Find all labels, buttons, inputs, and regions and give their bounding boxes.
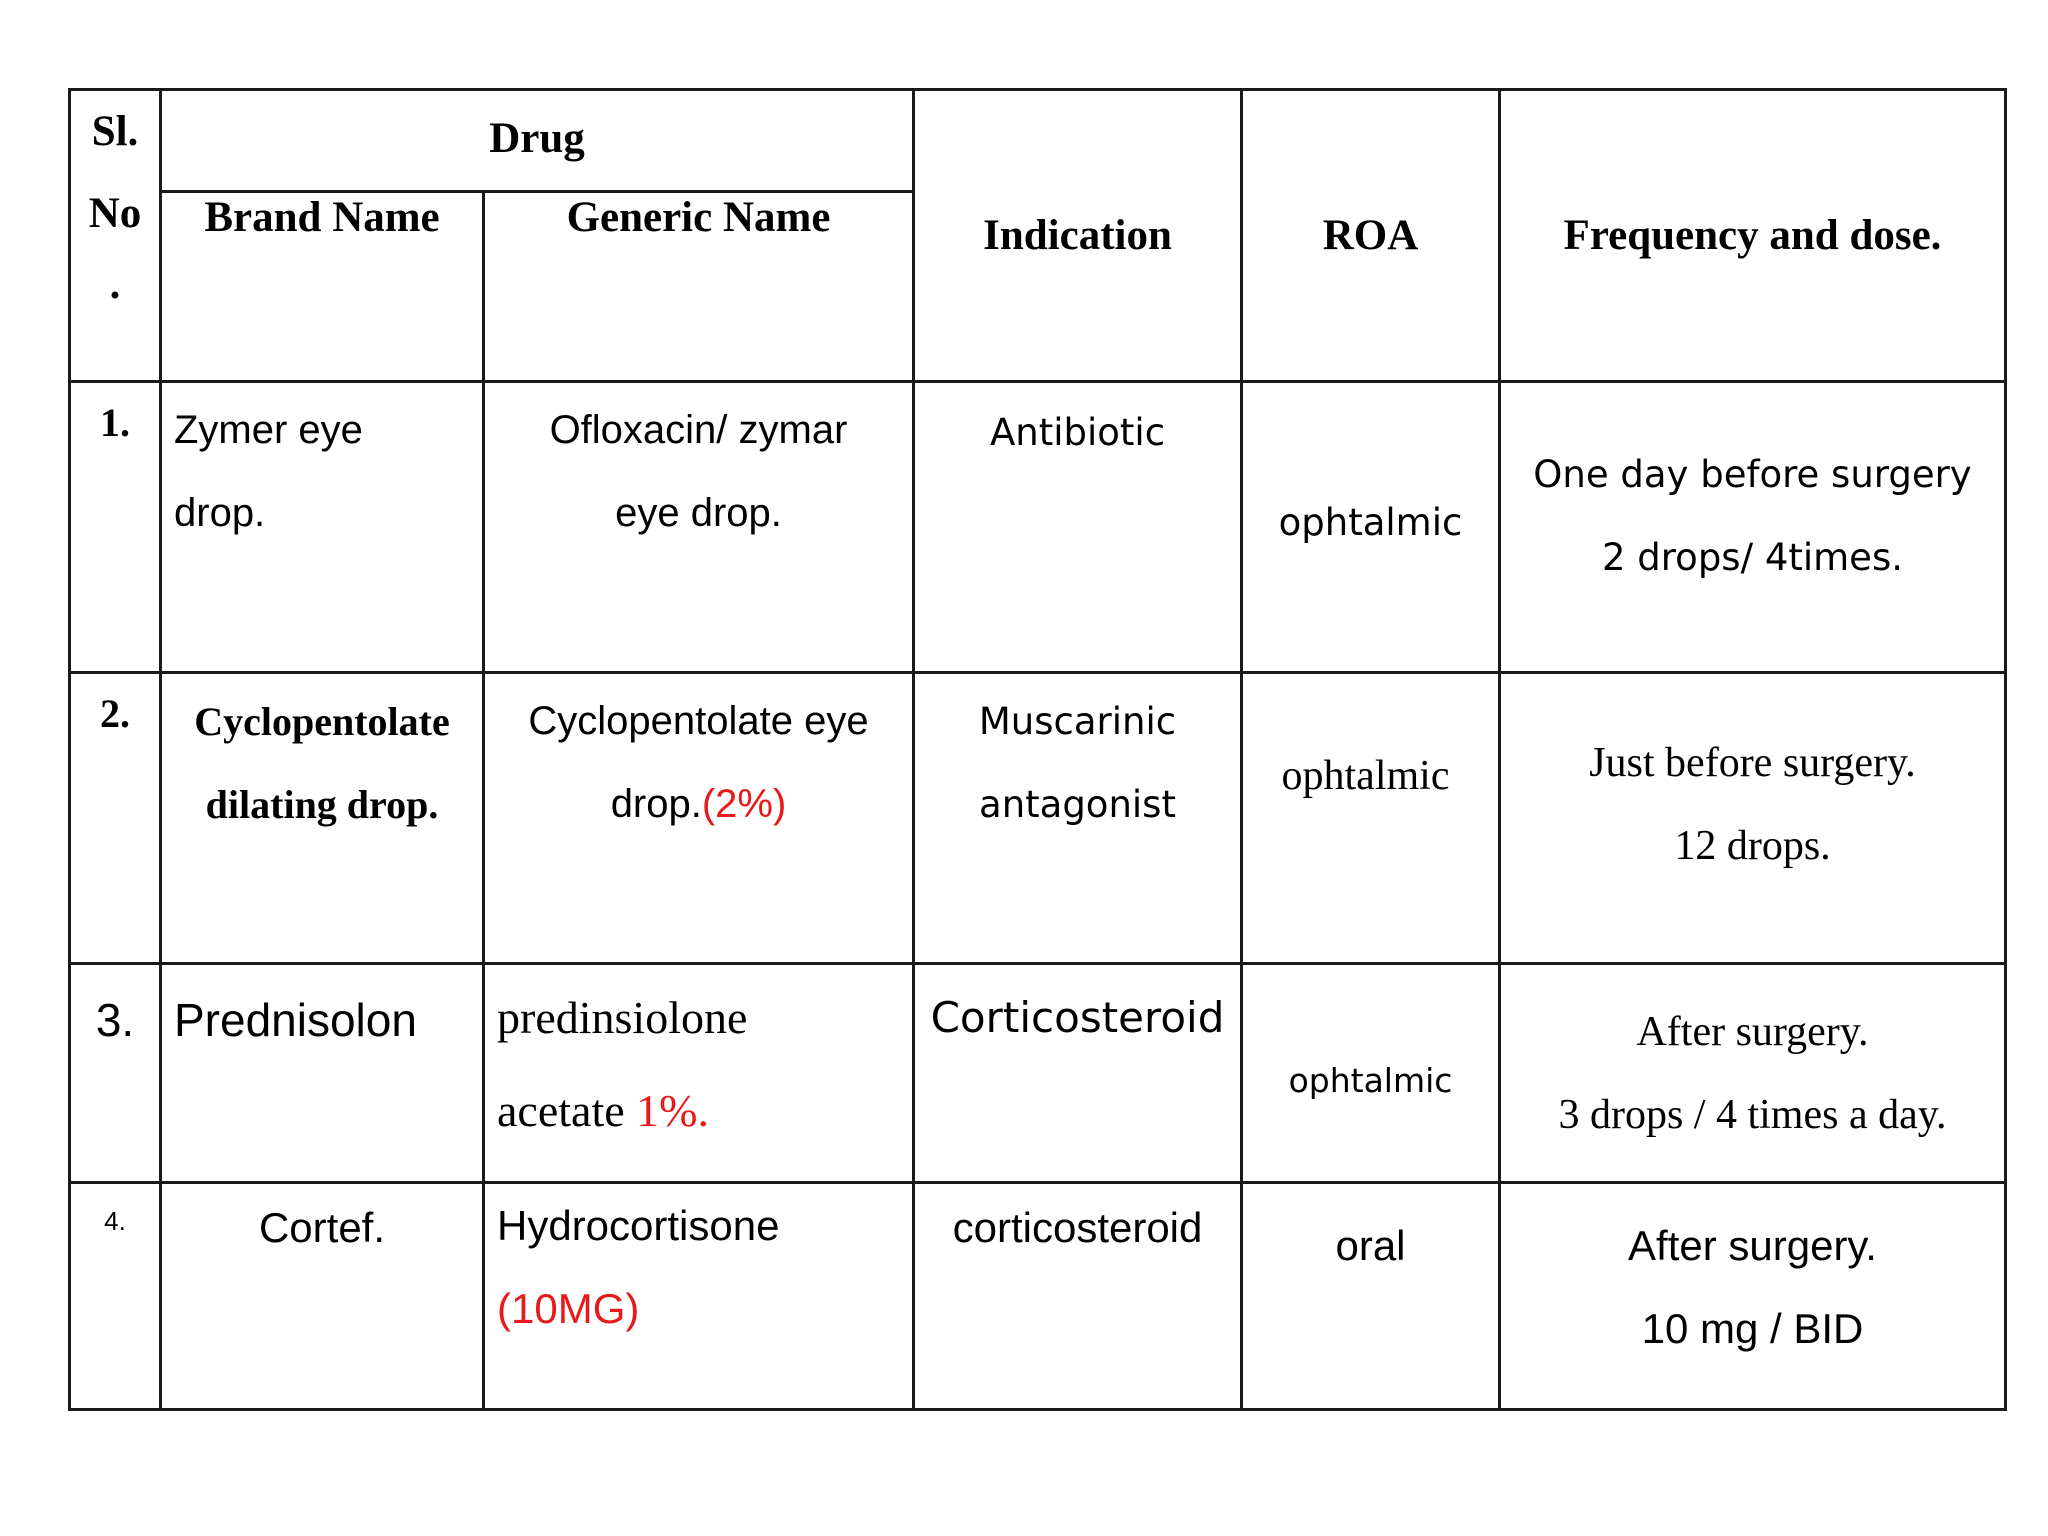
header-indication-label: Indication bbox=[983, 212, 1172, 259]
row4-brand-text: Cortef. bbox=[258, 1204, 386, 1251]
header-sl-no-line1: Sl. bbox=[91, 108, 139, 155]
row4-frequency-line2: 10 mg / BID bbox=[1641, 1305, 1864, 1352]
row3-generic-line2: acetate bbox=[497, 1085, 625, 1136]
row2-sl bbox=[70, 673, 161, 964]
row2-roa bbox=[1242, 673, 1500, 964]
row3-brand bbox=[161, 964, 484, 1183]
row4-frequency bbox=[1500, 1183, 2006, 1410]
row4-generic-line1: Hydrocortisone bbox=[497, 1202, 780, 1249]
row1-roa-text: ophtalmic bbox=[1278, 501, 1463, 544]
row3-frequency bbox=[1500, 964, 2006, 1183]
row4-indication bbox=[914, 1183, 1242, 1410]
header-indication bbox=[914, 90, 1242, 382]
header-brand-name bbox=[161, 192, 484, 382]
row3-generic-highlight: 1%. bbox=[636, 1085, 709, 1136]
header-drug-label: Drug bbox=[489, 115, 585, 162]
row1-generic bbox=[484, 382, 914, 673]
row3-frequency-line1: After surgery. bbox=[1636, 1009, 1869, 1055]
row4-frequency-line1: After surgery. bbox=[1628, 1222, 1877, 1269]
table-row bbox=[70, 964, 2006, 1183]
row2-brand-line2: dilating drop. bbox=[205, 782, 439, 827]
header-sl-no-line3: . bbox=[109, 261, 121, 308]
row4-generic-highlight: (10MG) bbox=[497, 1285, 640, 1332]
header-sl-no bbox=[70, 90, 161, 382]
row1-brand-line2: drop. bbox=[174, 491, 266, 535]
header-frequency-label: Frequency and dose. bbox=[1563, 212, 1942, 259]
row3-roa-text: ophtalmic bbox=[1288, 1061, 1453, 1100]
row2-brand bbox=[161, 673, 484, 964]
row2-generic-line2: drop. bbox=[610, 782, 702, 826]
row1-generic-line1: Ofloxacin/ zymar bbox=[549, 408, 848, 452]
row3-generic-line1: predinsiolone bbox=[497, 992, 748, 1043]
row3-brand-text: Prednisolon bbox=[174, 994, 417, 1046]
row4-brand bbox=[161, 1183, 484, 1410]
header-drug bbox=[161, 90, 914, 192]
row3-roa bbox=[1242, 964, 1500, 1183]
row2-frequency-line2: 12 drops. bbox=[1674, 823, 1831, 869]
table-row bbox=[70, 1183, 2006, 1410]
row2-sl-text: 2. bbox=[100, 691, 130, 736]
row3-generic-line2-wrap bbox=[497, 1064, 912, 1157]
row4-roa bbox=[1242, 1183, 1500, 1410]
row2-indication-line1: Muscarinic bbox=[978, 700, 1177, 743]
row1-frequency-line2: 2 drops/ 4times. bbox=[1602, 536, 1903, 579]
row1-frequency-line1: One day before surgery bbox=[1533, 453, 1972, 496]
header-generic-name-label: Generic Name bbox=[566, 194, 831, 241]
row2-frequency bbox=[1500, 673, 2006, 964]
header-roa-label: ROA bbox=[1322, 212, 1419, 259]
row1-roa bbox=[1242, 382, 1500, 673]
row2-brand-line1: Cyclopentolate bbox=[194, 699, 450, 744]
row2-roa-text: ophtalmic bbox=[1281, 753, 1450, 799]
row3-indication-text: Corticosteroid bbox=[930, 993, 1225, 1042]
row1-frequency bbox=[1500, 382, 2006, 673]
header-frequency bbox=[1500, 90, 2006, 382]
row2-generic-line1: Cyclopentolate eye bbox=[528, 699, 869, 743]
header-roa bbox=[1242, 90, 1500, 382]
row2-indication bbox=[914, 673, 1242, 964]
row3-frequency-line2: 3 drops / 4 times a day. bbox=[1558, 1092, 1947, 1138]
row4-roa-text: oral bbox=[1335, 1222, 1406, 1269]
row2-generic-highlight: (2%) bbox=[701, 782, 787, 826]
row1-sl-text: 1. bbox=[100, 400, 130, 445]
row2-generic-line2-wrap bbox=[485, 763, 912, 846]
row1-brand-line1: Zymer eye bbox=[174, 408, 363, 452]
header-brand-name-label: Brand Name bbox=[204, 194, 440, 241]
row1-indication-text: Antibiotic bbox=[989, 411, 1166, 454]
row1-indication bbox=[914, 382, 1242, 673]
header-sl-no-line2: No bbox=[88, 190, 142, 237]
row2-generic bbox=[484, 673, 914, 964]
row1-generic-line2: eye drop. bbox=[615, 491, 782, 535]
row3-sl bbox=[70, 964, 161, 1183]
row1-sl bbox=[70, 382, 161, 673]
row4-generic bbox=[484, 1183, 914, 1410]
header-generic-name bbox=[484, 192, 914, 382]
row3-sl-text: 3. bbox=[95, 994, 135, 1046]
header-row-top bbox=[70, 90, 2006, 192]
drug-table bbox=[68, 88, 2007, 1411]
table-row bbox=[70, 382, 2006, 673]
table-row bbox=[70, 673, 2006, 964]
row3-indication bbox=[914, 964, 1242, 1183]
row2-frequency-line1: Just before surgery. bbox=[1589, 740, 1916, 786]
row4-sl bbox=[70, 1183, 161, 1410]
row4-indication-text: corticosteroid bbox=[952, 1204, 1203, 1251]
row4-sl-text: 4. bbox=[104, 1206, 126, 1236]
row1-brand bbox=[161, 382, 484, 673]
row2-indication-line2: antagonist bbox=[979, 783, 1176, 826]
row3-generic bbox=[484, 964, 914, 1183]
